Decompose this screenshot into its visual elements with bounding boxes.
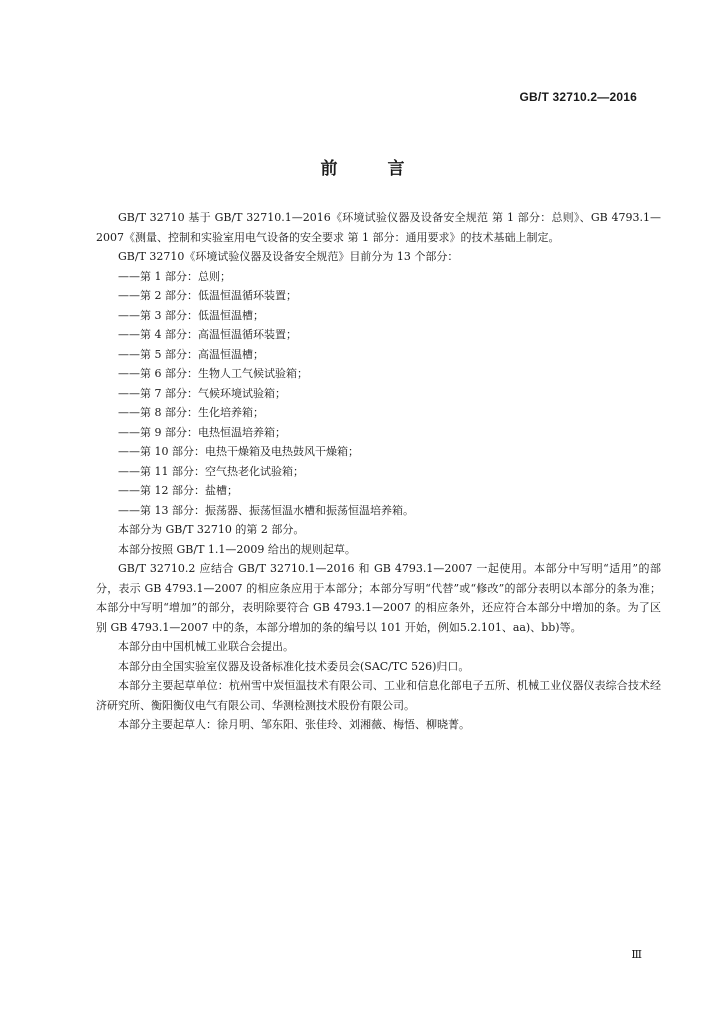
body-paragraph: 本部分主要起草人：徐月明、邹东阳、张佳玲、刘湘薇、梅悟、柳晓菁。 bbox=[118, 718, 470, 731]
list-item: ——第 6 部分：生物人工气候试验箱； bbox=[118, 367, 308, 380]
list-item: ——第 3 部分：低温恒温槽； bbox=[118, 308, 264, 322]
list-item: ——第 11 部分：空气热老化试验箱； bbox=[118, 464, 304, 478]
list-item: ——第 12 部分：盐槽； bbox=[118, 484, 238, 497]
body-paragraph: 本部分由全国实验室仪器及设备标准化技术委员会(SAC/TC 526)归口。 bbox=[118, 659, 470, 673]
standard-code: GB/T 32710.2—2016 bbox=[519, 90, 637, 104]
parts-list bbox=[96, 267, 661, 521]
parts-intro-paragraph: GB/T 32710《环境试验仪器及设备安全规范》目前分为 13 个部分： bbox=[118, 250, 459, 263]
body-paragraph: GB/T 32710.2 应结合 GB/T 32710.1—2016 和 GB 4793.1—2007 一起使用。本部分中写明“适用”的部分，表示 GB 4793.1—2007 的相应条应用于本部分；本部分写明“代替”或“修改”的部分表明以本部分的条为准；本部分中写明“增加”的部分，表明除要符合 GB 4793.1—2007 的相应条外，还应符合本部分中增加的条。为了区别 GB 4793.1—2007 中的条，本部分增加的条的编号以 101 开始，例如5.2.101、aa)、bb)等。 bbox=[96, 562, 661, 634]
intro-paragraph: GB/T 32710 基于 GB/T 32710.1—2016《环境试验仪器及设备安全规范 第 1 部分：总则》、GB 4793.1—2007《测量、控制和实验室用电气设备的安全要求 第 1 部分：通用要求》的技术基础上制定。 bbox=[96, 211, 661, 244]
body-paragraph: 本部分主要起草单位：杭州雪中炭恒温技术有限公司、工业和信息化部电子五所、机械工业仪器仪表综合技术经济研究所、衡阳衡仪电气有限公司、华测检测技术股份有限公司。 bbox=[96, 679, 661, 712]
list-item: ——第 8 部分：生化培养箱； bbox=[118, 406, 264, 419]
page-number: Ⅲ bbox=[631, 948, 642, 961]
foreword-body bbox=[96, 208, 661, 735]
list-item: ——第 7 部分：气候环境试验箱； bbox=[118, 386, 286, 400]
body-paragraph: 本部分为 GB/T 32710 的第 2 部分。 bbox=[118, 523, 305, 536]
list-item: ——第 9 部分：电热恒温培养箱； bbox=[118, 425, 286, 439]
list-item: ——第 13 部分：振荡器、振荡恒温水槽和振荡恒温培养箱。 bbox=[118, 503, 414, 517]
list-item: ——第 4 部分：高温恒温循环装置； bbox=[118, 328, 297, 341]
list-item: ——第 1 部分：总则； bbox=[118, 269, 231, 283]
page-title: 前 言 bbox=[320, 159, 427, 179]
list-item: ——第 5 部分：高温恒温槽； bbox=[118, 347, 264, 361]
body-paragraph: 本部分由中国机械工业联合会提出。 bbox=[118, 640, 294, 653]
list-item: ——第 2 部分：低温恒温循环装置； bbox=[118, 289, 297, 302]
list-item: ——第 10 部分：电热干燥箱及电热鼓风干燥箱； bbox=[118, 445, 359, 458]
body-paragraph: 本部分按照 GB/T 1.1—2009 给出的规则起草。 bbox=[118, 542, 356, 556]
